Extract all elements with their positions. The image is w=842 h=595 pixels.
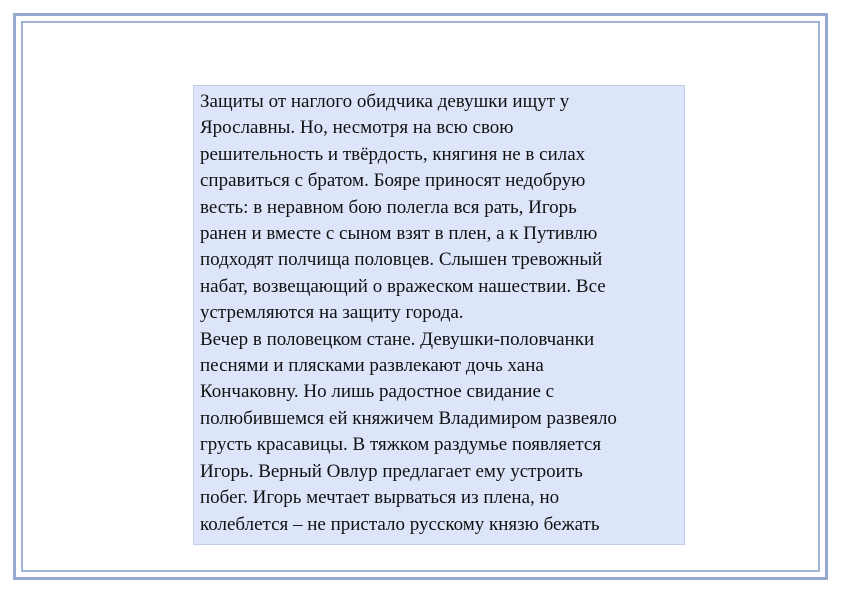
text-line: Игорь. Верный Овлур предлагает ему устроить — [200, 460, 583, 482]
text-line: подходят полчища половцев. Слышен тревожный — [200, 249, 603, 271]
text-line: весть: в неравном бою полегла вся рать, Игорь — [200, 196, 577, 218]
text-line: песнями и плясками развлекают дочь хана — [200, 355, 544, 377]
text-line: справиться с братом. Бояре приносят недобрую — [200, 170, 586, 192]
text-line: грусть красавицы. В тяжком раздумье появляется — [200, 434, 602, 456]
text-line: Кончаковну. Но лишь радостное свидание с — [200, 381, 555, 403]
text-line: решительность и твёрдость, княгиня не в силах — [200, 143, 586, 165]
paragraph-1 — [200, 89, 676, 327]
text-line: Вечер в половецком стане. Девушки-половчанки — [200, 328, 595, 350]
text-line: набат, возвещающий о вражеском нашествии. Все — [200, 275, 606, 297]
text-line: ранен и вместе с сыном взят в плен, а к Путивлю — [200, 223, 598, 245]
text-line: Защиты от наглого обидчика девушки ищут у — [200, 91, 570, 112]
text-line: побег. Игорь мечтает вырваться из плена, но — [200, 487, 560, 509]
paragraph-2 — [200, 327, 676, 538]
text-line: устремляются на защиту города. — [200, 302, 464, 324]
text-line: колеблется – не пристало русскому князю бежать — [200, 513, 600, 535]
text-line: полюбившемся ей княжичем Владимиром развеяло — [200, 407, 617, 429]
text-line: Ярославны. Но, несмотря на всю свою — [200, 117, 514, 139]
text-box — [193, 85, 685, 545]
